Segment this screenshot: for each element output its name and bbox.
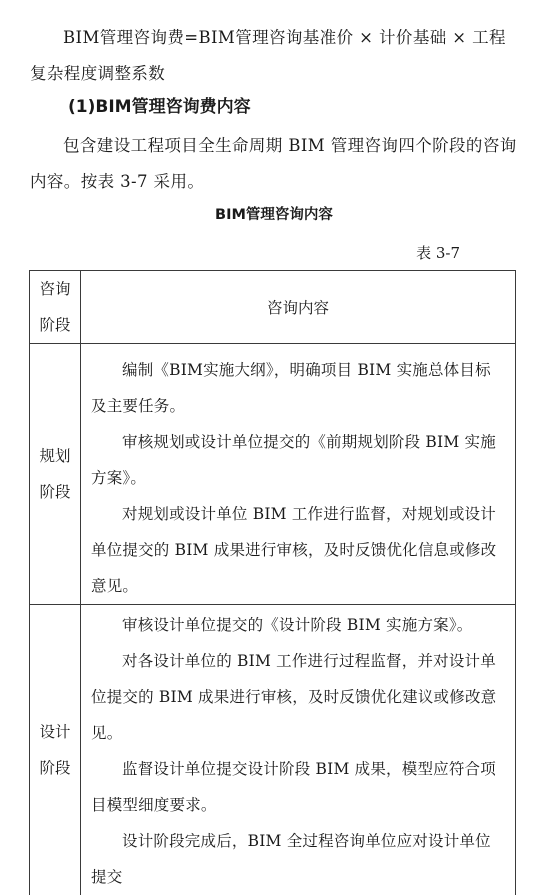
table-title: BIM管理咨询内容 [0, 203, 548, 227]
fee-formula: BIM管理咨询费=BIM管理咨询基准价 × 计价基础 × 工程复杂程度调整系数 [30, 20, 520, 92]
table-number: 表 3-7 [416, 241, 460, 265]
content-item: 审核规划或设计单位提交的《前期规划阶段 BIM 实施方案》。 [91, 424, 501, 496]
content-item: 设计阶段完成后，BIM 全过程咨询单位应对设计单位提交 [91, 823, 501, 895]
bim-consulting-table [29, 270, 516, 895]
content-item: 编制《BIM实施大纲》，明确项目 BIM 实施总体目标及主要任务。 [91, 352, 501, 424]
table-row [30, 605, 516, 895]
stage-cell-design [30, 605, 81, 895]
content-item: 监督设计单位提交设计阶段 BIM 成果，模型应符合项目模型细度要求。 [91, 751, 501, 823]
section-description: 包含建设工程项目全生命周期 BIM 管理咨询四个阶段的咨询内容。按表 3-7 采用。 [30, 128, 520, 200]
header-content: 咨询内容 [81, 271, 516, 344]
header-stage-label: 咨询阶段 [37, 271, 73, 343]
content-item: 对规划或设计单位 BIM 工作进行监督，对规划或设计单位提交的 BIM 成果进行审核，及时反馈优化信息或修改意见。 [91, 496, 501, 604]
content-item: 审核设计单位提交的《设计阶段 BIM 实施方案》。 [91, 607, 501, 643]
content-cell-planning [81, 344, 516, 605]
stage-cell-planning [30, 344, 81, 605]
content-item: 对各设计单位的 BIM 工作进行过程监督，并对设计单位提交的 BIM 成果进行审核，及时反馈优化建议或修改意见。 [91, 643, 501, 751]
section-heading: (1)BIM管理咨询费内容 [68, 92, 251, 122]
stage-label-planning: 规划阶段 [37, 438, 73, 510]
header-stage [30, 271, 81, 344]
table-header-row [30, 271, 516, 344]
table-row [30, 344, 516, 605]
content-cell-design [81, 605, 516, 895]
stage-label-design: 设计阶段 [37, 714, 73, 786]
